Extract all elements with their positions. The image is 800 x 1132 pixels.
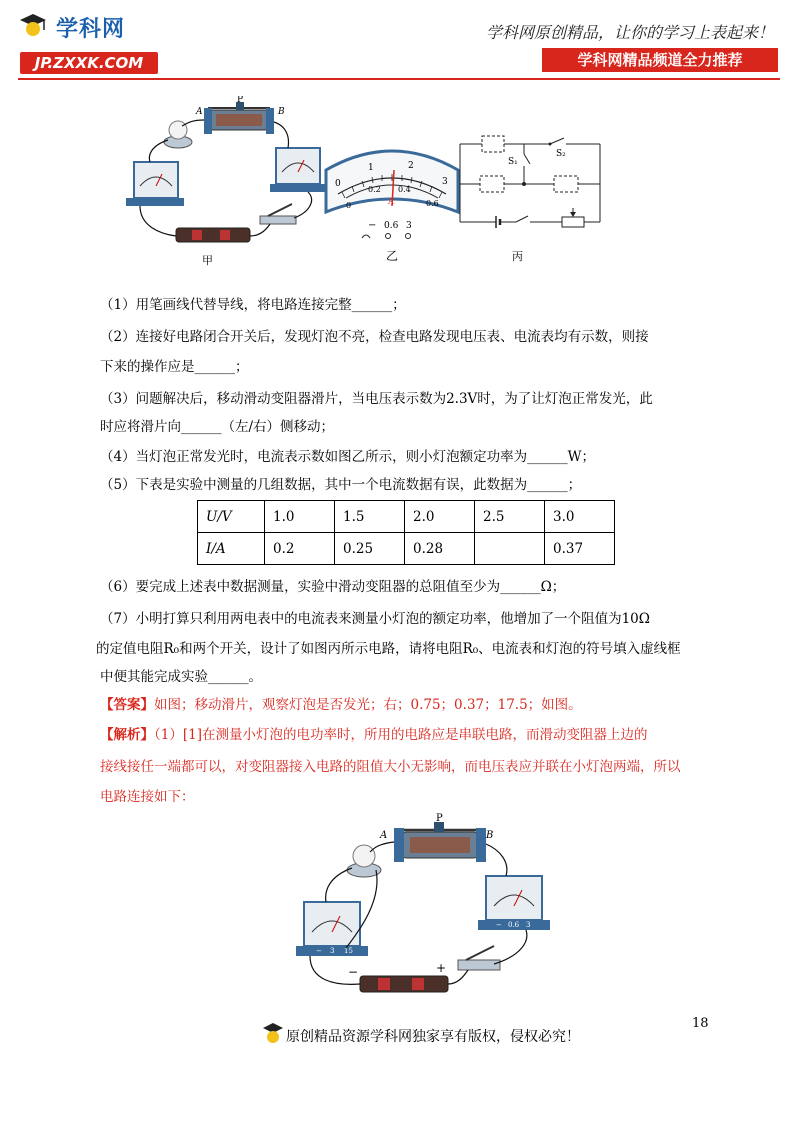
switch-icon — [458, 946, 500, 970]
figure-jia-label: 甲 — [202, 254, 213, 267]
battery-icon — [360, 976, 448, 992]
dial-top-1: 1 — [368, 163, 374, 173]
battery-minus-label: − — [348, 965, 359, 979]
table-cell — [475, 533, 545, 565]
dial-bottom-3: 0.6 — [426, 199, 439, 208]
table-cell: 1.5 — [335, 501, 405, 533]
question-6: （6）要完成上述表中数据测量，实验中滑动变阻器的总阻值至少为______Ω； — [100, 579, 566, 595]
question-7-line1: （7）小明打算只利用两电表中的电流表来测量小灯泡的额定功率，他增加了一个阻值为10Ω — [100, 611, 650, 627]
table-cell: 3.0 — [545, 501, 615, 533]
terminal-minus: − — [368, 220, 377, 231]
dial-unit: A — [388, 197, 394, 206]
dial-bottom-0: 0 — [346, 201, 352, 210]
rheostat-icon — [204, 102, 274, 134]
header-divider — [18, 78, 780, 80]
table-cell: I/A — [198, 533, 265, 565]
table-row-voltage — [198, 501, 615, 533]
table-cell: U/V — [198, 501, 265, 533]
data-table — [197, 500, 615, 565]
table-row-current — [198, 533, 615, 565]
channel-banner: 学科网精品频道全力推荐 — [542, 48, 778, 72]
footer-logo-icon — [262, 1020, 284, 1046]
voltmeter-icon — [126, 162, 184, 206]
question-4: （4）当灯泡正常发光时，电流表示数如图乙所示，则小灯泡额定功率为______W； — [100, 449, 595, 465]
table-cell: 0.2 — [265, 533, 335, 565]
voltmeter-terminal-15: 15 — [344, 947, 353, 955]
battery-icon — [176, 228, 250, 242]
rheostat-icon — [394, 822, 486, 862]
logo-cap-icon — [18, 10, 48, 40]
dial-top-0: 0 — [335, 179, 341, 189]
rheostat-p-label: P — [237, 96, 244, 105]
question-5: （5）下表是实验中测量的几组数据，其中一个电流数据有误，此数据为______； — [100, 477, 582, 493]
dial-bottom-2: 0.4 — [398, 185, 411, 194]
question-3-line2: 时应将滑片向______（左/右）侧移动； — [100, 419, 335, 435]
answer-tag: 【答案】 — [100, 697, 154, 713]
dial-bottom-1: 0.2 — [368, 185, 381, 194]
page-number: 18 — [692, 1016, 709, 1031]
terminal-3: 3 — [406, 221, 412, 231]
table-cell: 0.25 — [335, 533, 405, 565]
figure-jia — [120, 96, 330, 271]
table-cell: 2.0 — [405, 501, 475, 533]
figure-yi — [322, 140, 462, 264]
rheostat-p-label: P — [436, 813, 443, 824]
lamp-icon — [164, 121, 192, 148]
figure-bing — [454, 130, 604, 270]
battery-plus-label: + — [436, 961, 447, 975]
ammeter-terminal-minus: − — [496, 921, 502, 929]
solution-figure — [290, 810, 560, 1010]
rheostat-a-label: A — [196, 107, 203, 117]
logo-text: 学科网 — [56, 17, 126, 42]
ammeter-terminal-06: 0.6 — [508, 921, 520, 929]
table-cell: 2.5 — [475, 501, 545, 533]
ammeter-terminal-3: 3 — [526, 921, 531, 929]
figure-bing-label: 丙 — [512, 250, 523, 263]
table-cell: 0.28 — [405, 533, 475, 565]
header-slogan: 学科网原创精品，让你的学习上表起来！ — [485, 23, 774, 42]
question-2-line1: （2）连接好电路闭合开关后，发现灯泡不亮，检查电路发现电压表、电流表均有示数，则接 — [100, 329, 649, 345]
footer-copyright: 原创精品资源学科网独家享有版权，侵权必究！ — [286, 1029, 580, 1045]
question-1: （1）用笔画线代替导线，将电路连接完整______； — [100, 297, 406, 313]
table-cell: 0.37 — [545, 533, 615, 565]
switch-s2-label: S₂ — [556, 149, 566, 159]
switch-icon — [260, 204, 296, 224]
rheostat-b-label: B — [278, 107, 285, 117]
switch-s1-label: S₁ — [508, 157, 518, 167]
question-2-line2: 下来的操作应是______； — [100, 359, 249, 375]
figure-yi-label: 乙 — [386, 249, 399, 263]
analysis-line1 — [100, 720, 700, 750]
voltmeter-terminal-minus: − — [316, 947, 322, 955]
dial-top-2: 2 — [408, 161, 414, 171]
question-3-line1: （3）问题解决后，移动滑动变阻器滑片，当电压表示数为2.3V时，为了让灯泡正常发光，此 — [100, 391, 653, 407]
table-cell: 1.0 — [265, 501, 335, 533]
terminal-06: 0.6 — [384, 221, 399, 231]
voltmeter-terminal-3: 3 — [330, 947, 335, 955]
analysis-tag: 【解析】 — [100, 727, 154, 743]
answer-text: 如图；移动滑片，观察灯泡是否发光；右；0.75；0.37；17.5；如图。 — [154, 697, 582, 713]
answer-line — [100, 690, 700, 720]
analysis-line2: 接线接任一端都可以，对变阻器接入电路的阻值大小无影响，而电压表应并联在小灯泡两端，所以 — [100, 759, 681, 775]
question-7-line3: 中便其能完成实验______。 — [100, 669, 262, 685]
rheostat-b-label: B — [486, 830, 494, 841]
ammeter-icon — [270, 148, 326, 192]
question-7-line2: 的定值电阻R₀和两个开关，设计了如图丙所示电路，请将电阻R₀、电流表和灯泡的符号填入虚线框 — [96, 641, 681, 657]
analysis-text-1: （1）[1]在测量小灯泡的电功率时，所用的电路应是串联电路，而滑动变阻器上边的 — [154, 727, 648, 743]
rheostat-a-label: A — [380, 830, 388, 841]
logo-url[interactable]: JP.ZXXK.COM — [20, 52, 158, 74]
analysis-line3: 电路连接如下： — [100, 789, 195, 805]
dial-top-3: 3 — [442, 177, 448, 187]
